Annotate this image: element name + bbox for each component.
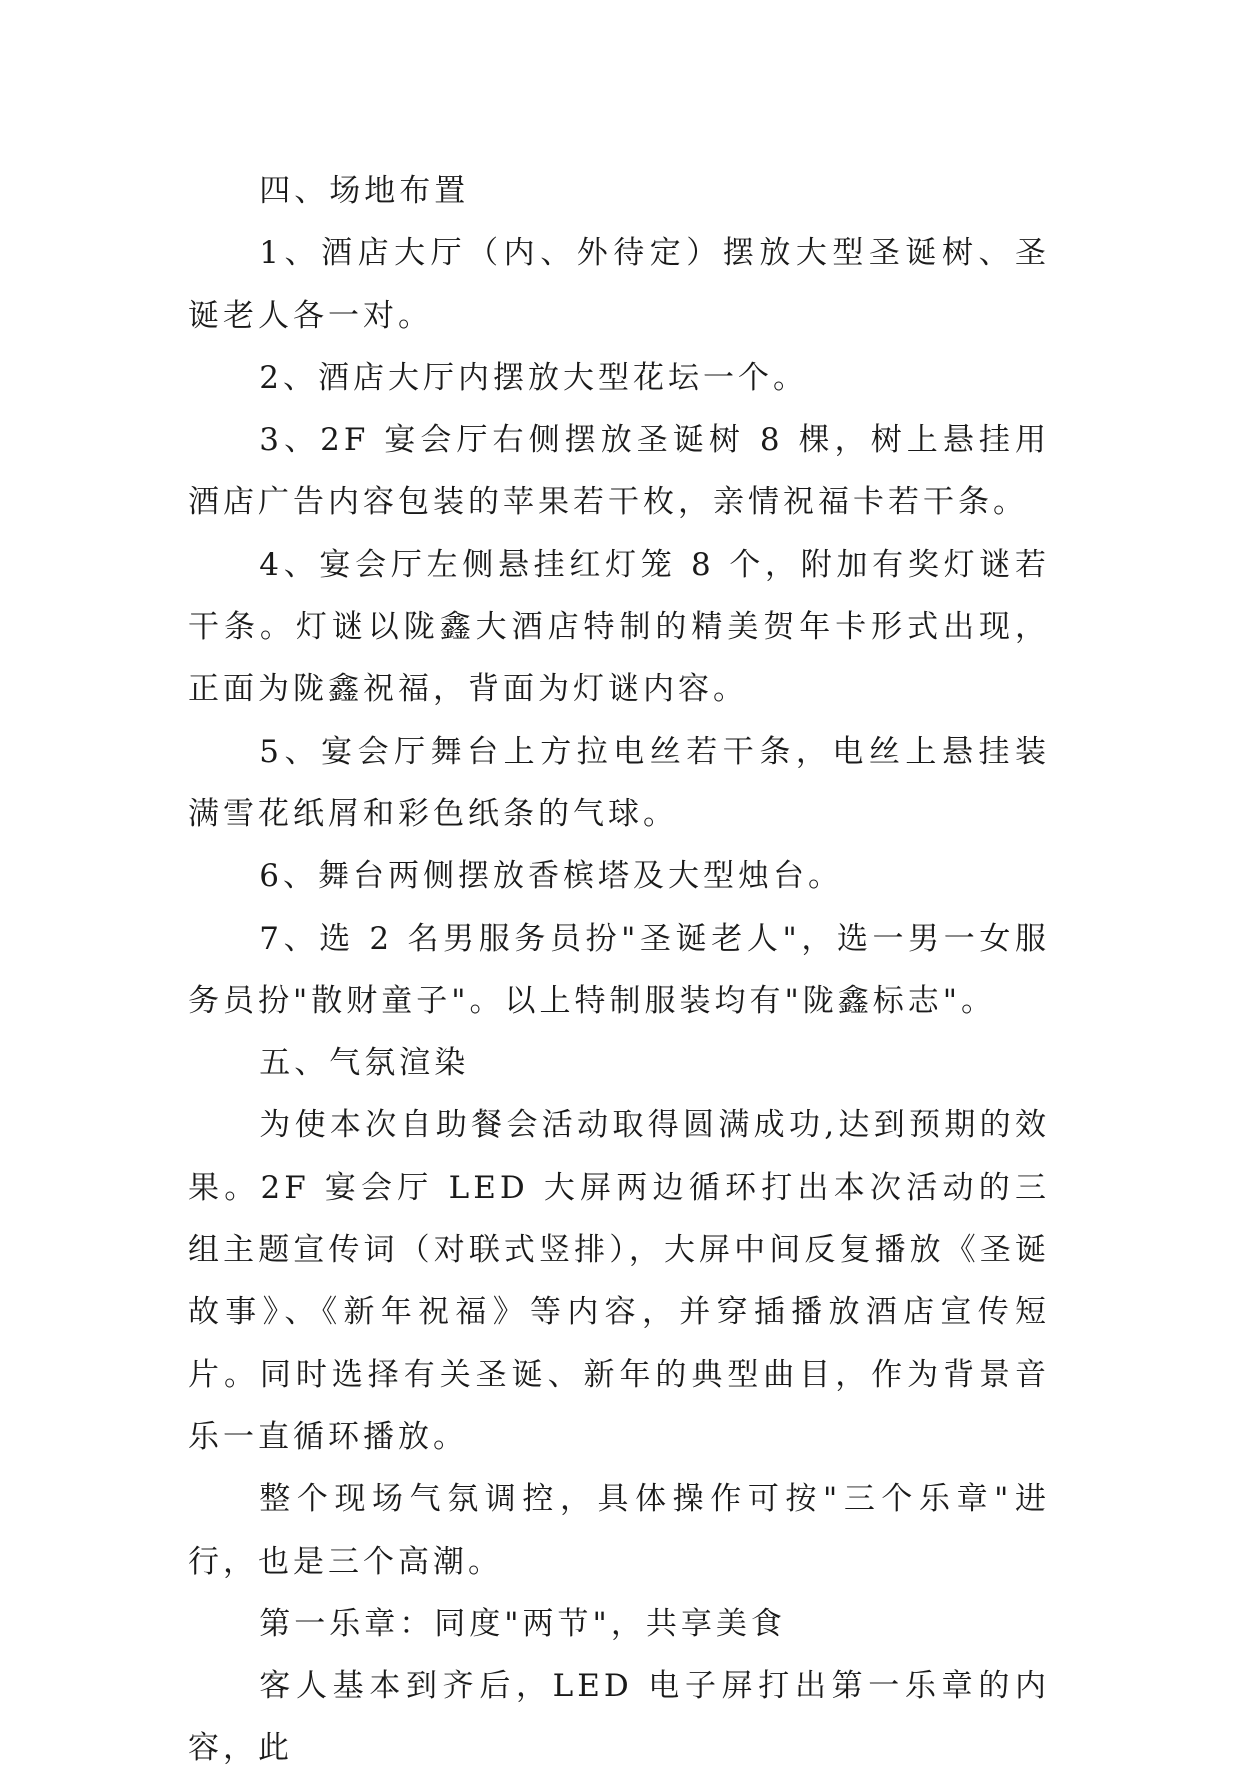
paragraph: 3、2F 宴会厅右侧摆放圣诞树 8 棵，树上悬挂用酒店广告内容包装的苹果若干枚，亲情祝福卡若干条。 [188,422,1050,521]
paragraph: 整个现场气氛调控，具体操作可按"三个乐章"进行，也是三个高潮。 [188,1481,1050,1580]
section-heading-venue: 四、场地布置 [259,173,470,209]
paragraph: 6、舞台两侧摆放香槟塔及大型烛台。 [259,858,844,895]
document-body [188,160,1050,1780]
paragraph: 2、酒店大厅内摆放大型花坛一个。 [259,359,809,396]
paragraph: 7、选 2 名男服务员扮"圣诞老人"，选一男一女服务员扮"散财童子"。以上特制服装均有"陇鑫标志"。 [188,920,1050,1019]
paragraph: 为使本次自助餐会活动取得圆满成功,达到预期的效果。2F 宴会厅 LED 大屏两边循环打出本次活动的三组主题宣传词（对联式竖排），大屏中间反复播放《圣诞故事》、《新年祝福》等内容，并穿插播放酒店宣传短片。同时选择有关圣诞、新年的典型曲目，作为背景音乐一直循环播放。 [188,1107,1050,1455]
subheading-first-movement: 第一乐章：同度"两节"，共享美食 [259,1605,786,1642]
paragraph: 4、宴会厅左侧悬挂红灯笼 8 个，附加有奖灯谜若干条。灯谜以陇鑫大酒店特制的精美贺年卡形式出现，正面为陇鑫祝福，背面为灯谜内容。 [188,546,1050,708]
paragraph: 5、宴会厅舞台上方拉电丝若干条，电丝上悬挂装满雪花纸屑和彩色纸条的气球。 [188,733,1050,832]
paragraph: 1、酒店大厅（内、外待定）摆放大型圣诞树、圣诞老人各一对。 [188,235,1050,334]
paragraph: 客人基本到齐后，LED 电子屏打出第一乐章的内容，此 [188,1668,1050,1767]
section-heading-atmosphere: 五、气氛渲染 [259,1045,470,1082]
